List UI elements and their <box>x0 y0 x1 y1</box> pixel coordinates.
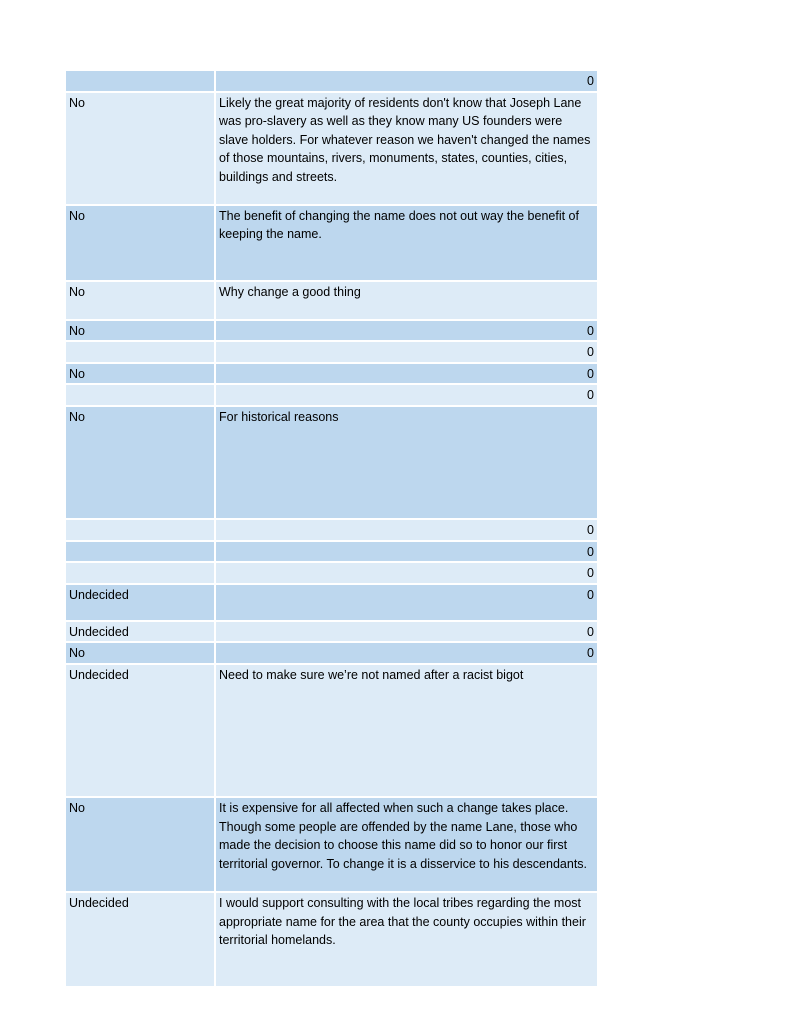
comment-cell: 0 <box>215 71 597 92</box>
answer-cell <box>66 541 215 563</box>
table-row <box>66 363 597 385</box>
comment-cell: 0 <box>215 621 597 643</box>
comment-cell: 0 <box>215 341 597 363</box>
survey-table <box>66 71 597 986</box>
table-row <box>66 797 597 892</box>
table-row <box>66 71 597 92</box>
comment-cell: I would support consulting with the local tribes regarding the most appropriate name for the area that the county occupies within their territorial homelands. <box>215 892 597 986</box>
table-row <box>66 320 597 342</box>
comment-cell: It is expensive for all affected when such a change takes place. Though some people are offended by the name Lane, those who made the decision to choose this name did so to honor our first territorial governor. To change it is a disservice to his descendants. <box>215 797 597 892</box>
answer-cell: No <box>66 363 215 385</box>
comment-cell: Likely the great majority of residents don't know that Joseph Lane was pro-slavery as well as they know many US founders were slave holders. For whatever reason we haven't changed the names of those mountains, rivers, monuments, states, counties, cities, buildings and streets. <box>215 92 597 205</box>
comment-cell: 0 <box>215 584 597 621</box>
table-row <box>66 519 597 541</box>
answer-cell <box>66 384 215 406</box>
answer-cell <box>66 71 215 92</box>
comment-cell: Why change a good thing <box>215 281 597 320</box>
comment-cell: 0 <box>215 642 597 664</box>
table-row <box>66 92 597 205</box>
answer-cell <box>66 341 215 363</box>
table-row <box>66 584 597 621</box>
table-row <box>66 281 597 320</box>
comment-cell: For historical reasons <box>215 406 597 519</box>
answer-cell: No <box>66 320 215 342</box>
answer-cell <box>66 562 215 584</box>
table-row <box>66 892 597 986</box>
comment-cell: The benefit of changing the name does not out way the benefit of keeping the name. <box>215 205 597 281</box>
answer-cell: No <box>66 205 215 281</box>
answer-cell: No <box>66 406 215 519</box>
comment-cell: 0 <box>215 363 597 385</box>
table-row <box>66 621 597 643</box>
answer-cell: Undecided <box>66 892 215 986</box>
comment-cell: 0 <box>215 541 597 563</box>
answer-cell: Undecided <box>66 621 215 643</box>
comment-cell: 0 <box>215 519 597 541</box>
table-row <box>66 664 597 797</box>
comment-cell: 0 <box>215 562 597 584</box>
answer-cell: No <box>66 797 215 892</box>
answer-cell: No <box>66 642 215 664</box>
answer-cell <box>66 519 215 541</box>
comment-cell: Need to make sure we’re not named after a racist bigot <box>215 664 597 797</box>
answer-cell: No <box>66 281 215 320</box>
table-row <box>66 384 597 406</box>
table-row <box>66 406 597 519</box>
table-row <box>66 562 597 584</box>
answer-cell: No <box>66 92 215 205</box>
answer-cell: Undecided <box>66 584 215 621</box>
table-row <box>66 205 597 281</box>
table-row <box>66 541 597 563</box>
table-row <box>66 341 597 363</box>
table-row <box>66 642 597 664</box>
comment-cell: 0 <box>215 320 597 342</box>
comment-cell: 0 <box>215 384 597 406</box>
answer-cell: Undecided <box>66 664 215 797</box>
survey-table-body <box>66 71 597 986</box>
